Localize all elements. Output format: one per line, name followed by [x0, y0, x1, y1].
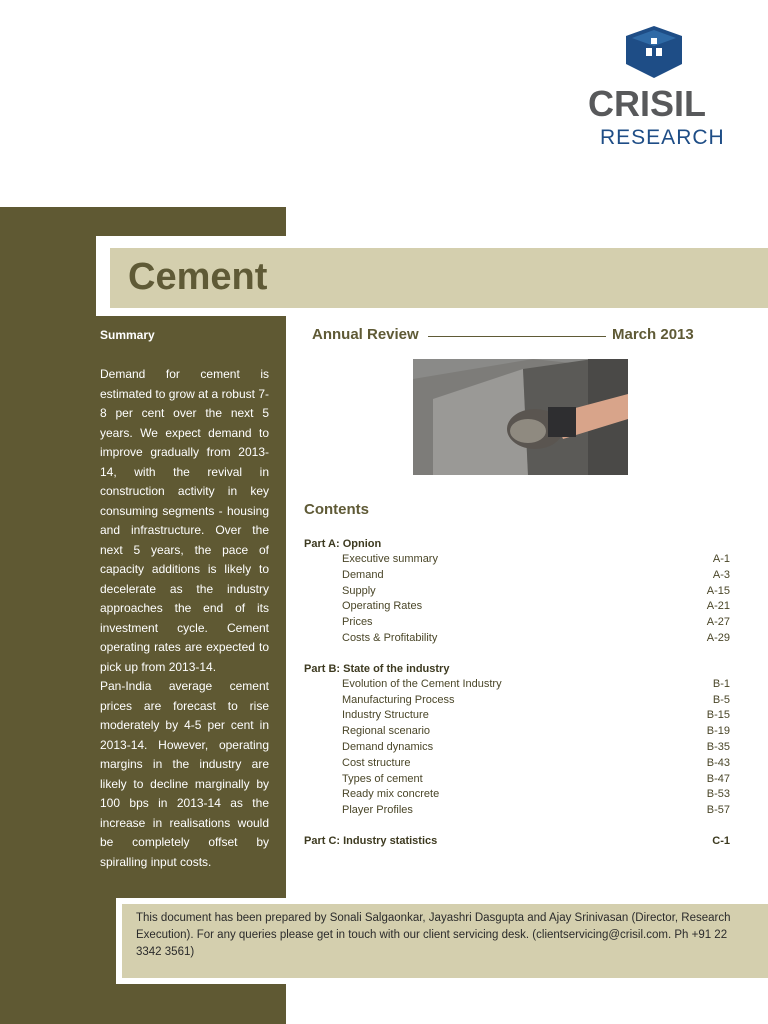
toc-item-page: B-53: [706, 788, 730, 801]
toc-item[interactable]: [304, 584, 730, 600]
header-divider: [428, 336, 606, 337]
toc-part-title: Part B: State of the industry: [304, 662, 450, 675]
report-date: March 2013: [612, 326, 694, 343]
toc-item-label: Cost structure: [342, 756, 411, 769]
toc-item-page: B-5: [712, 693, 730, 706]
toc-item-page: B-57: [706, 804, 730, 817]
toc-item-page: C-1: [712, 834, 730, 847]
toc-item-label: Types of cement: [342, 772, 423, 785]
toc-item[interactable]: [304, 756, 730, 772]
toc-item-page: B-19: [706, 725, 730, 738]
toc-item-page: B-35: [706, 740, 730, 753]
crisil-cube-icon: [626, 26, 682, 78]
toc-item-label: Operating Rates: [342, 600, 423, 613]
toc-item-label: Prices: [342, 616, 373, 629]
toc-item-label: Player Profiles: [342, 804, 413, 817]
toc-item-label: Evolution of the Cement Industry: [342, 677, 502, 690]
toc-item[interactable]: [304, 803, 730, 819]
toc-item[interactable]: [304, 740, 730, 756]
toc-item-label: Supply: [342, 584, 376, 597]
toc-item-label: Costs & Profitability: [342, 631, 438, 644]
toc-part-b: [304, 661, 730, 819]
toc-item-page: B-43: [706, 756, 730, 769]
toc-part-title: Part C: Industry statistics: [304, 834, 438, 847]
crisil-research-logo: [588, 26, 728, 152]
toc-part-c: [304, 833, 730, 849]
toc-item[interactable]: [304, 568, 730, 584]
toc-part-title: Part A: Opnion: [304, 538, 382, 550]
toc-item[interactable]: [304, 772, 730, 788]
toc-item-page: B-15: [706, 709, 730, 722]
toc-item[interactable]: [304, 631, 730, 647]
toc-item[interactable]: [304, 599, 730, 615]
toc-item-label: Executive summary: [342, 553, 438, 565]
toc-item-label: Manufacturing Process: [342, 693, 455, 706]
summary-paragraph-1: Demand for cement is estimated to grow at a robust 7-8 per cent over the next 5 years. We expect demand to improve gradually from 2013-14, with the revival in construction activity in key consuming segments - housing and infrastructure. Over the next 5 years, the pace of capacity additions is likely to decelerate as the industry approaches the end of its investment cycle. Cement operating rates are expected to pick up from 2013-14.: [100, 367, 269, 674]
footer-text: This document has been prepared by Sonali Salgaonkar, Jayashri Dasgupta and Ajay Srinivasan (Director, Research Execution). For any queries please get in touch with our client servicing desk. (clientservicing@crisil.com. Ph +91 22 3342 3561): [136, 912, 731, 958]
toc-item-label: Demand: [342, 568, 384, 581]
summary-paragraph-2: Pan-India average cement prices are forecast to rise moderately by 4-5 per cent in 2013-14. However, operating margins in the industry are likely to decline marginally by 100 bps in 2013-14 as the increase in realisations would be completely offset by spiralling input costs.: [100, 679, 269, 869]
logo-wordmark: CRISIL: [588, 83, 707, 124]
toc-item-page: A-3: [712, 568, 730, 581]
toc-item-page: B-47: [706, 772, 730, 785]
toc-item-page: A-29: [706, 631, 730, 644]
cement-block-photo: [413, 359, 628, 475]
annual-review-label: Annual Review: [312, 326, 419, 343]
table-of-contents: [304, 536, 730, 863]
toc-item-label: Ready mix concrete: [342, 788, 440, 801]
toc-item[interactable]: [304, 708, 730, 724]
toc-item-page: B-1: [712, 677, 730, 690]
toc-item-page: A-1: [712, 553, 730, 565]
page-title: Cement: [128, 256, 268, 298]
toc-item-page: A-21: [706, 600, 730, 613]
toc-item-page: A-27: [706, 616, 730, 629]
toc-item[interactable]: [304, 552, 730, 568]
toc-item-page: A-15: [706, 584, 730, 597]
summary-text: [100, 365, 269, 872]
toc-item-label: Regional scenario: [342, 725, 431, 738]
contents-heading: Contents: [304, 501, 369, 518]
toc-item[interactable]: [304, 677, 730, 693]
toc-part-a: [304, 536, 730, 647]
summary-heading: Summary: [100, 328, 155, 342]
toc-part-c-row[interactable]: [304, 833, 730, 849]
logo-subtitle: RESEARCH: [600, 126, 725, 149]
toc-item[interactable]: [304, 693, 730, 709]
toc-item-label: Demand dynamics: [342, 740, 434, 753]
toc-item[interactable]: [304, 724, 730, 740]
toc-item[interactable]: [304, 787, 730, 803]
toc-item[interactable]: [304, 615, 730, 631]
toc-item-label: Industry Structure: [342, 709, 429, 722]
